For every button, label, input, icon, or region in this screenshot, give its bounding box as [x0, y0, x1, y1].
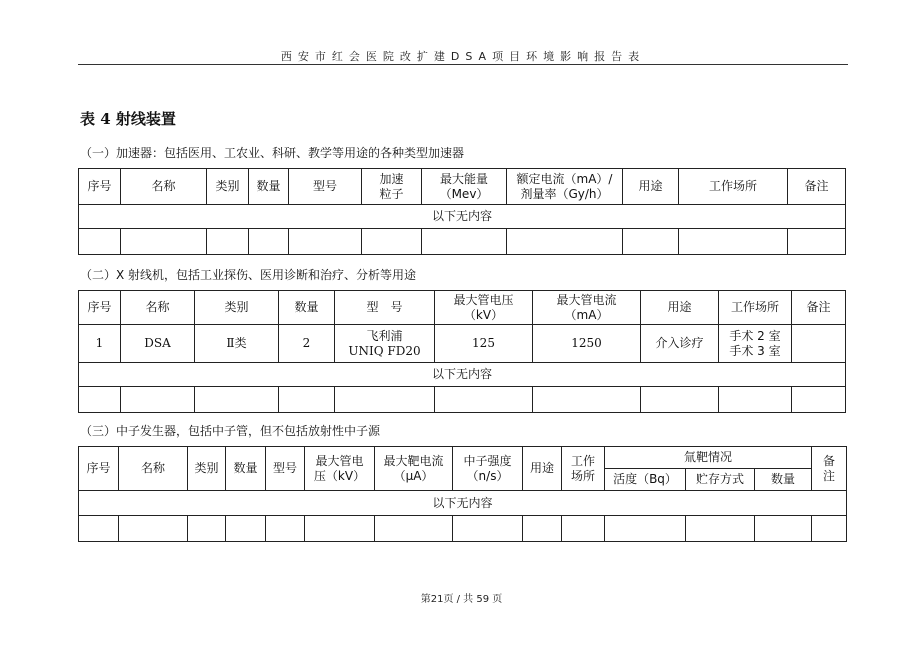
- cell-location-line2: 手术 3 室: [729, 343, 781, 358]
- none-content-label: 以下无内容: [79, 205, 846, 229]
- col-header-model: 型号: [289, 169, 362, 205]
- col-header-intensity-line1: 中子强度: [463, 453, 512, 468]
- empty-cell: [788, 229, 846, 255]
- accelerator-table: [78, 168, 846, 255]
- empty-cell: [79, 516, 119, 542]
- cell-model-line1: 飞利浦: [366, 328, 403, 343]
- empty-cell: [686, 516, 755, 542]
- cell-category: Ⅱ类: [195, 325, 279, 363]
- empty-cell: [305, 516, 375, 542]
- xray-none-row: [79, 363, 846, 387]
- empty-cell: [375, 516, 453, 542]
- col-header-quantity: 数量: [279, 291, 335, 325]
- neutron-table: [78, 446, 847, 542]
- col-header-current: [507, 169, 623, 205]
- empty-cell: [523, 516, 562, 542]
- empty-cell: [605, 516, 686, 542]
- empty-cell: [195, 387, 279, 413]
- col-header-quantity: 数量: [249, 169, 289, 205]
- col-header-model: 型 号: [335, 291, 435, 325]
- empty-cell: [362, 229, 422, 255]
- col-header-category: 类别: [188, 447, 226, 491]
- cell-voltage: 125: [435, 325, 533, 363]
- empty-cell: [188, 516, 226, 542]
- col-header-current: [533, 291, 641, 325]
- col-header-current-line1: 最大管电流: [556, 292, 617, 307]
- empty-cell: [422, 229, 507, 255]
- header-rule: [78, 64, 848, 65]
- cell-model: [335, 325, 435, 363]
- col-header-name: 名称: [119, 447, 188, 491]
- neutron-none-row: [79, 491, 847, 516]
- xray-header-row: [79, 291, 846, 325]
- col-header-remark-line2: 注: [822, 468, 835, 483]
- xray-empty-row: [79, 387, 846, 413]
- col-header-tritium-quantity: 数量: [755, 469, 812, 491]
- cell-model-line2: UNIQ FD20: [348, 343, 421, 358]
- none-content-label: 以下无内容: [79, 363, 846, 387]
- col-header-target-current-line2: （μA）: [393, 468, 434, 483]
- empty-cell: [812, 516, 847, 542]
- empty-cell: [121, 387, 195, 413]
- col-header-remark-line1: 备: [822, 453, 835, 468]
- col-header-voltage: [435, 291, 533, 325]
- empty-cell: [335, 387, 435, 413]
- section-accelerator-title: （一）加速器：包括医用、工农业、科研、教学等用途的各种类型加速器: [80, 146, 465, 160]
- col-header-current-line2: （mA）: [564, 307, 609, 322]
- table-title: 表 4 射线装置: [80, 110, 176, 128]
- col-header-storage: 贮存方式: [686, 469, 755, 491]
- section-xray-title: （二）X 射线机，包括工业探伤、医用诊断和治疗、分析等用途: [80, 268, 417, 282]
- empty-cell: [641, 387, 719, 413]
- xray-table: [78, 290, 846, 413]
- col-header-category: 类别: [207, 169, 249, 205]
- col-header-usage: 用途: [523, 447, 562, 491]
- empty-cell: [226, 516, 266, 542]
- cell-usage: 介入诊疗: [641, 325, 719, 363]
- cell-location-line1: 手术 2 室: [729, 328, 781, 343]
- col-header-name: 名称: [121, 169, 207, 205]
- empty-cell: [507, 229, 623, 255]
- col-header-particle: [362, 169, 422, 205]
- col-header-energy-line1: 最大能量: [439, 171, 488, 186]
- empty-cell: [266, 516, 305, 542]
- col-header-remark: [812, 447, 847, 491]
- section-neutron-title: （三）中子发生器，包括中子管，但不包括放射性中子源: [80, 424, 381, 438]
- accelerator-header-row: [79, 169, 846, 205]
- col-header-location-line1: 工作: [570, 453, 595, 468]
- col-header-location-line2: 场所: [570, 468, 595, 483]
- col-header-energy-line2: （Mev）: [439, 186, 489, 201]
- empty-cell: [623, 229, 679, 255]
- col-header-location: 工作场所: [679, 169, 788, 205]
- col-header-remark: 备注: [792, 291, 846, 325]
- col-header-remark: 备注: [788, 169, 846, 205]
- col-header-no: 序号: [79, 291, 121, 325]
- empty-cell: [792, 387, 846, 413]
- col-header-usage: 用途: [623, 169, 679, 205]
- cell-no: 1: [79, 325, 121, 363]
- col-header-name: 名称: [121, 291, 195, 325]
- col-header-activity: 活度（Bq）: [605, 469, 686, 491]
- none-content-label: 以下无内容: [79, 491, 847, 516]
- accelerator-none-row: [79, 205, 846, 229]
- empty-cell: [249, 229, 289, 255]
- cell-name: DSA: [121, 325, 195, 363]
- col-header-voltage-line1: 最大管电: [315, 453, 364, 468]
- empty-cell: [562, 516, 605, 542]
- col-header-intensity: [453, 447, 523, 491]
- xray-data-row: [79, 325, 846, 363]
- neutron-empty-row: [79, 516, 847, 542]
- running-header: 西安市红会医院改扩建DSA项目环境影响报告表: [280, 50, 646, 63]
- col-header-no: 序号: [79, 169, 121, 205]
- col-header-category: 类别: [195, 291, 279, 325]
- cell-current: 1250: [533, 325, 641, 363]
- col-header-particle-line1: 加速: [379, 171, 404, 186]
- page-footer: 第21页 / 共 59 页: [420, 594, 503, 605]
- col-header-energy: [422, 169, 507, 205]
- cell-location: [719, 325, 792, 363]
- col-header-current-line1: 额定电流（mA）/: [516, 171, 613, 186]
- empty-cell: [79, 387, 121, 413]
- cell-remark: [792, 325, 846, 363]
- empty-cell: [289, 229, 362, 255]
- empty-cell: [79, 229, 121, 255]
- neutron-header-row-1: [79, 447, 847, 469]
- col-header-target-current-line1: 最大靶电流: [383, 453, 444, 468]
- empty-cell: [755, 516, 812, 542]
- empty-cell: [453, 516, 523, 542]
- empty-cell: [121, 229, 207, 255]
- col-header-intensity-line2: （n/s）: [466, 468, 509, 483]
- col-header-usage: 用途: [641, 291, 719, 325]
- col-header-current-line2: 剂量率（Gy/h）: [520, 186, 609, 201]
- cell-quantity: 2: [279, 325, 335, 363]
- col-header-location: 工作场所: [719, 291, 792, 325]
- empty-cell: [719, 387, 792, 413]
- col-header-no: 序号: [79, 447, 119, 491]
- col-header-model: 型号: [266, 447, 305, 491]
- col-header-tritium-target: 氚靶情况: [605, 447, 812, 469]
- col-header-quantity: 数量: [226, 447, 266, 491]
- col-header-voltage-line2: （kV）: [463, 307, 504, 322]
- col-header-target-current: [375, 447, 453, 491]
- empty-cell: [533, 387, 641, 413]
- col-header-location: [562, 447, 605, 491]
- col-header-voltage-line1: 最大管电压: [453, 292, 514, 307]
- empty-cell: [435, 387, 533, 413]
- accelerator-empty-row: [79, 229, 846, 255]
- col-header-particle-line2: 粒子: [379, 186, 404, 201]
- col-header-voltage-line2: 压（kV）: [313, 468, 366, 483]
- empty-cell: [207, 229, 249, 255]
- empty-cell: [119, 516, 188, 542]
- empty-cell: [279, 387, 335, 413]
- empty-cell: [679, 229, 788, 255]
- col-header-voltage: [305, 447, 375, 491]
